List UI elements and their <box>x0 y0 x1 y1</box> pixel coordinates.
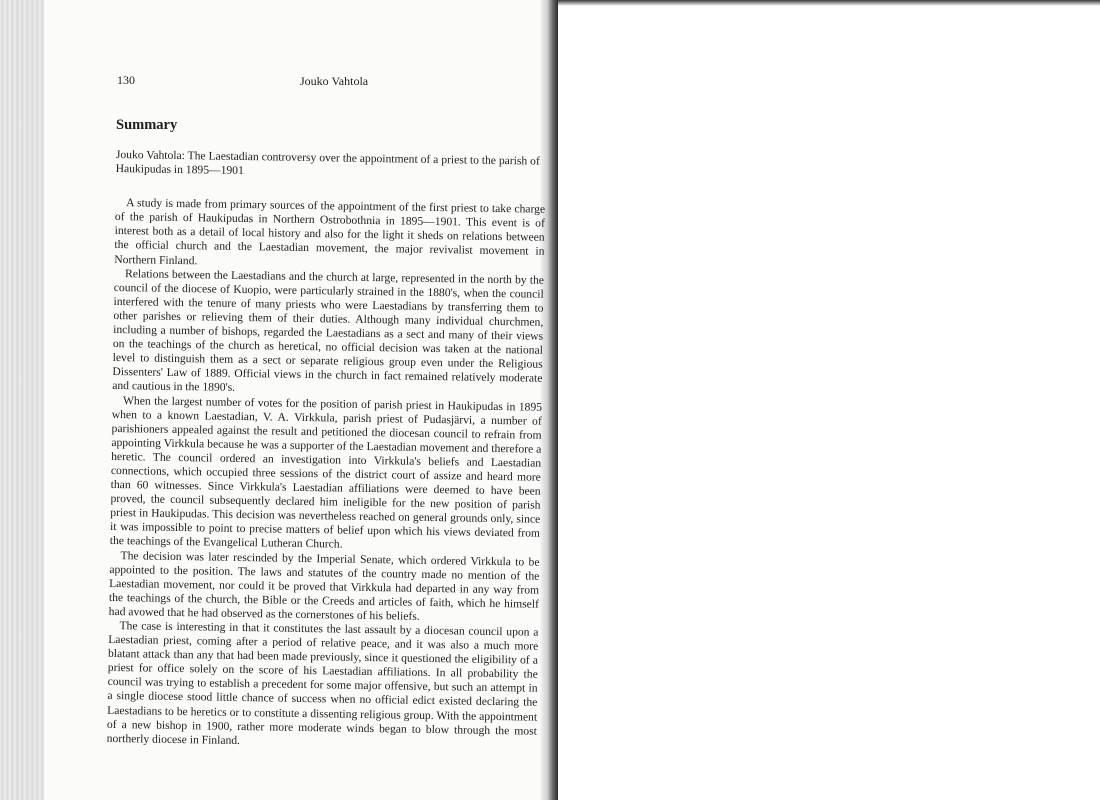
running-head: Jouko Vahtola <box>300 74 369 88</box>
right-page-blank <box>558 0 1100 800</box>
book-page-edges <box>0 0 44 800</box>
paragraph-2: Relations between the Laestadians and the church at large, represented in the north by the council of the diocese of Kuopio, were particularly strained in the 1880's, when the council interfered with the tenure of many priests who were Laestadians by transferring them to other parishes or relieving them of their duties. Although many individual churchmen, including a number of bishops, regarded the Laestadians as a sect and many of their views on the teachings of the church as heretical, no official decision was taken at the national level to distinguish them as a sect or separate religious group even under the Religious Dissenters' Law of 1889. Official views in the church in fact remained relatively moderate and cautious in the 1890's. <box>112 266 545 395</box>
paragraph-1: A study is made from primary sources of the appointment of the first priest to take charge of the parish of Haukipudas in Northern Ostrobothnia in 1895—1901. This event is of interest both as a detail of local history and also for the light it sheds on relations between the official church and the Laestadian movement, the major revivalist movement in Northern Finland. <box>114 196 546 267</box>
article-title: Jouko Vahtola: The Laestadian controversy over the appointment of a priest to the parish of Haukipudas in 1895—1901 <box>115 148 540 178</box>
paragraph-3: When the largest number of votes for the position of parish priest in Haukipudas in 1895 when to a known Laestadian, V. A. Virkkula, parish priest of Pudasjärvi, a number of parishioners appealed against the result and petitioned the diocesan council to refrain from appointing Virkkula because he was a supporter of the Laestadian movement and therefore a heretic. The council ordered an investigation into Virkkula's beliefs and Laestadian connections, which occupied three sessions of the district court of assize and heard more than 60 witnesses. Since Virkkula's Laestadian affiliations were deemed to have been proved, the council subsequently declared him ineligible for the new position of parish priest in Haukipudas. This decision was nevertheless reached on general grounds only, since it was impossible to point to precise matters of belief upon which his views deviated from the teachings of the Evangelical Lutheran Church. <box>109 393 543 552</box>
body-text <box>107 148 546 753</box>
paragraph-4: The decision was later rescinded by the Imperial Senate, which ordered Virkkula to be appointed to the position. The laws and statutes of the country made no mention of the Laestadian movement, nor could it be proved that Virkkula had departed in any way from the teachings of the church, the Bible or the Creeds and articles of faith, which he himself had avowed that he had observed as the cornerstones of his beliefs. <box>108 548 540 623</box>
paragraph-5: The case is interesting in that it constitutes the last assault by a diocesan council upon a Laestadian priest, coming after a period of relative peace, and it was also a much more blatant attack than any that had been made previously, since it questioned the eligibility of a priest for office solely on the score of his Laestadian affiliations. In all probability the council was trying to establish a precedent for some major offensive, but such an attempt in a single diocese stood little chance of success when no official edict existed declaring the Laestadians to be heretics or to constitute a dissenting religious group. With the appointment of a new bishop in 1900, rather more moderate winds began to blow through the most northerly diocese in Finland. <box>106 619 539 747</box>
page-number: 130 <box>117 73 135 87</box>
right-page-shadow <box>558 0 1100 6</box>
book-gutter <box>540 0 558 800</box>
section-heading: Summary <box>116 117 178 133</box>
